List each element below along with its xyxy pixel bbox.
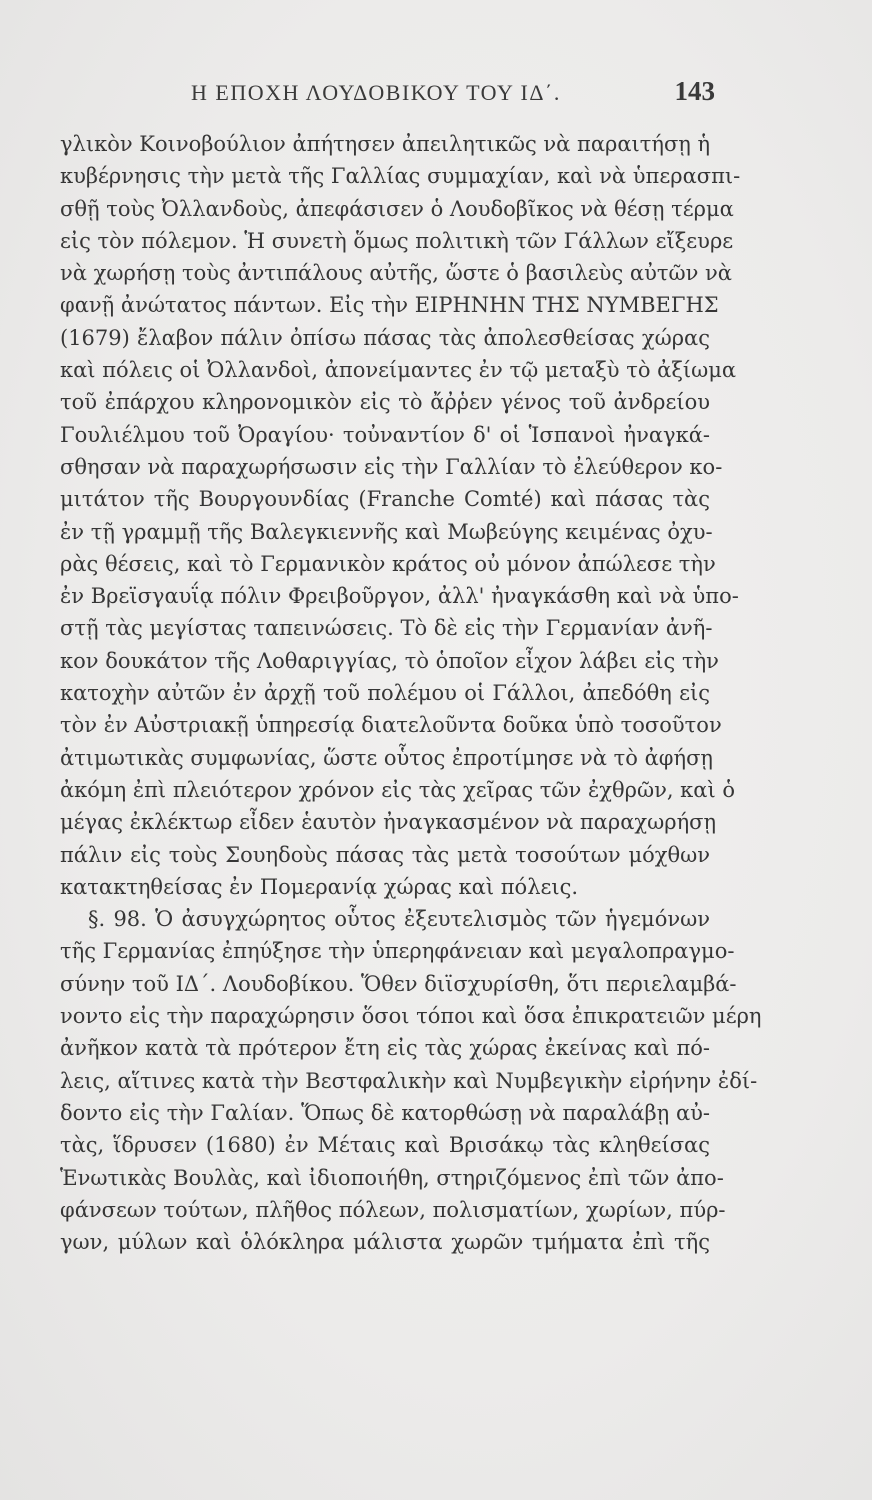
text-line: ἐν Βρεϊσγαυΐᾳ πόλιν Φρειβοῦργον, ἀλλ' ἠναγκάσθη καὶ νὰ ὑπο- bbox=[60, 584, 739, 609]
text-line: Ἑνωτικὰς Βουλὰς, καὶ ἰδιοποιήθη, στηριζόμενος ἐπὶ τῶν ἀπο- bbox=[60, 1165, 724, 1190]
text-line: σύνην τοῦ ΙΔ΄. Λουδοβίκου. Ὅθεν διϊσχυρίσθη, ὅτι περιελαμβά- bbox=[60, 971, 737, 996]
text-line: κυβέρνησις τὴν μετὰ τῆς Γαλλίας συμμαχίαν, καὶ νὰ ὑπερασπι- bbox=[60, 164, 741, 189]
text-line: μιτάτον τῆς Βουργουνδίας (Franche Comté) καὶ πάσας τὰς bbox=[60, 487, 710, 512]
text-line: τὸν ἐν Αὐστριακῇ ὑπηρεσίᾳ διατελοῦντα δοῦκα ὑπὸ τοσοῦτον bbox=[60, 713, 722, 738]
text-line: κατοχὴν αὐτῶν ἐν ἀρχῇ τοῦ πολέμου οἱ Γάλλοι, ἀπεδόθη εἰς bbox=[60, 681, 710, 706]
text-line: σθησαν νὰ παραχωρήσωσιν εἰς τὴν Γαλλίαν τὸ ἐλεύθερον κο- bbox=[60, 454, 723, 479]
text-line: (1679) ἔλαβον πάλιν ὀπίσω πάσας τὰς ἀπολεσθείσας χώρας bbox=[60, 325, 710, 350]
text-line: τῆς Γερμανίας ἐπηύξησε τὴν ὑπερηφάνειαν καὶ μεγαλοπραγμο- bbox=[60, 939, 735, 964]
text-line: ἀκόμη ἐπὶ πλειότερον χρόνον εἰς τὰς χεῖρας τῶν ἐχθρῶν, καὶ ὁ bbox=[60, 777, 736, 802]
text-line: ρὰς θέσεις, καὶ τὸ Γερμανικὸν κράτος οὐ μόνον ἀπώλεσε τὴν bbox=[60, 551, 716, 576]
text-line: νὰ χωρήσῃ τοὺς ἀντιπάλους αὐτῆς, ὥστε ὁ βασιλεὺς αὐτῶν νὰ bbox=[60, 261, 732, 286]
text-line: ἀτιμωτικὰς συμφωνίας, ὥστε οὗτος ἐπροτίμησε νὰ τὸ ἀφήσῃ bbox=[60, 745, 713, 770]
text-line: κον δουκάτον τῆς Λοθαριγγίας, τὸ ὁποῖον εἶχον λάβει εἰς τὴν bbox=[60, 648, 719, 673]
running-head: Η ΕΠΟΧΗ ΛΟΥΔΟΒΙΚΟΥ ΤΟΥ ΙΔ΄. bbox=[191, 80, 561, 105]
text-line: δοντο εἰς τὴν Γαλίαν. Ὅπως δὲ κατορθώσῃ νὰ παραλάβῃ αὐ- bbox=[60, 1100, 710, 1125]
text-line: στῇ τὰς μεγίστας ταπεινώσεις. Τὸ δὲ εἰς τὴν Γερμανίαν ἀνῆ- bbox=[60, 616, 713, 641]
page-header bbox=[175, 76, 715, 110]
text-line: γλικὸν Κοινοβούλιον ἀπήτησεν ἀπειλητικῶς νὰ παραιτήσῃ ἡ bbox=[60, 132, 711, 156]
text-line: φάνσεων τούτων, πλῆθος πόλεων, πολισματίων, χωρίων, πύρ- bbox=[60, 1197, 726, 1222]
text-line: γων, μύλων καὶ ὁλόκληρα μάλιστα χωρῶν τμήματα ἐπὶ τῆς bbox=[60, 1230, 710, 1255]
text-line: μέγας ἐκλέκτωρ εἶδεν ἑαυτὸν ἠναγκασμένον νὰ παραχωρήσῃ bbox=[60, 810, 717, 835]
body-text bbox=[60, 128, 762, 1258]
text-line: καὶ πόλεις οἱ Ὀλλανδοὶ, ἀπονείμαντες ἐν τῷ μεταξὺ τὸ ἀξίωμα bbox=[60, 358, 737, 383]
text-line: σθῇ τοὺς Ὀλλανδοὺς, ἀπεφάσισεν ὁ Λουδοβῖκος νὰ θέσῃ τέρμα bbox=[60, 196, 734, 221]
text-line: νοντο εἰς τὴν παραχώρησιν ὅσοι τόποι καὶ ὅσα ἐπικρατειῶν μέρη bbox=[60, 1004, 762, 1029]
text-line: πάλιν εἰς τοὺς Σουηδοὺς πάσας τὰς μετὰ τοσούτων μόχθων bbox=[60, 842, 710, 867]
text-line: Γουλιέλμου τοῦ Ὀραγίου· τοὐναντίον δ' οἱ Ἱσπανοὶ ἠναγκά- bbox=[60, 422, 710, 447]
text-line: φανῇ ἀνώτατος πάντων. Εἰς τὴν ΕΙΡΗΝΗΝ ΤΗΣ ΝΥΜΒΕΓΗΣ bbox=[60, 293, 719, 318]
text-line: τὰς, ἵδρυσεν (1680) ἐν Μέταις καὶ Βρισάκῳ τὰς κληθείσας bbox=[60, 1133, 710, 1158]
page-number: 143 bbox=[674, 76, 715, 106]
text-line: ἐν τῇ γραμμῇ τῆς Βαλεγκιεννῆς καὶ Μωβεύγης κειμένας ὀχυ- bbox=[60, 519, 713, 544]
text-line: εἰς τὸν πόλεμον. Ἡ συνετὴ ὅμως πολιτικὴ τῶν Γάλλων εἴξευρε bbox=[60, 228, 734, 253]
text-line: ἀνῆκον κατὰ τὰ πρότερον ἔτη εἰς τὰς χώρας ἐκείνας καὶ πό- bbox=[60, 1036, 710, 1061]
section-line: §. 98. Ὁ ἀσυγχώρητος οὗτος ἐξευτελισμὸς τῶν ἡγεμόνων bbox=[88, 907, 710, 932]
text-line: τοῦ ἐπάρχου κληρονομικὸν εἰς τὸ ἄῤῥεν γένος τοῦ ἀνδρείου bbox=[60, 390, 710, 415]
text-line: λεις, αἵτινες κατὰ τὴν Βεστφαλικὴν καὶ Νυμβεγικὴν εἰρήνην ἐδί- bbox=[60, 1068, 758, 1093]
text-line: κατακτηθείσας ἐν Πομερανίᾳ χώρας καὶ πόλεις. bbox=[60, 874, 579, 899]
